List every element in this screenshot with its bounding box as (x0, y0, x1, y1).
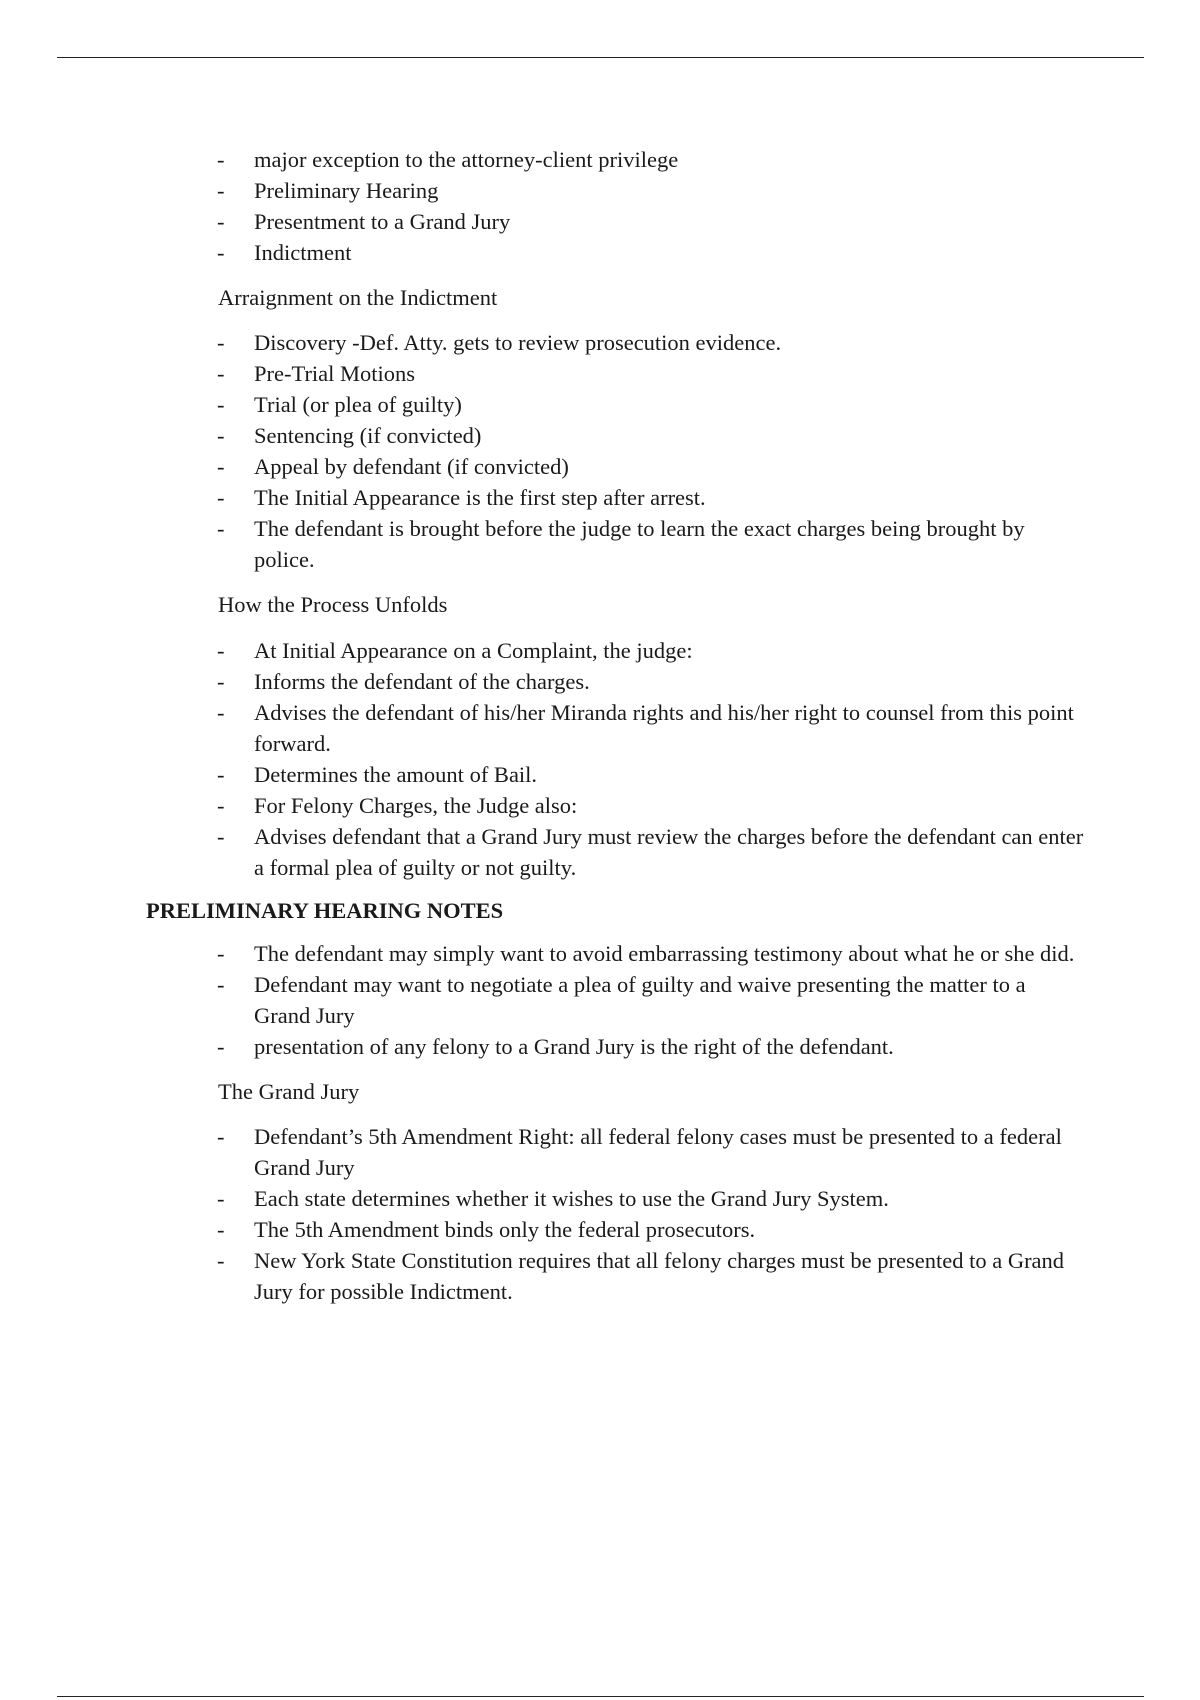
list-item: - Advises defendant that a Grand Jury must review the charges before the defendant can enter a formal plea of guilty or not guilty. (0, 821, 1200, 883)
bullet-dash: - (217, 1034, 225, 1059)
list-item: - The Initial Appearance is the first step after arrest. (0, 482, 1200, 513)
bullet-dash: - (217, 485, 225, 510)
bullet-dash: - (217, 392, 225, 417)
bullet-dash: - (217, 1186, 225, 1211)
bullet-dash: - (217, 793, 225, 818)
list-item: - Sentencing (if convicted) (0, 420, 1200, 451)
list-item: - The defendant may simply want to avoid embarrassing testimony about what he or she did. (0, 938, 1200, 969)
bullet-dash: - (217, 361, 225, 386)
bullet-dash: - (217, 147, 225, 172)
bullet-dash: - (217, 454, 225, 479)
list-item: - Appeal by defendant (if convicted) (0, 451, 1200, 482)
bullet-dash: - (217, 1124, 225, 1149)
list-item: - Trial (or plea of guilty) (0, 389, 1200, 420)
bullet-dash: - (217, 700, 225, 725)
list-item: - major exception to the attorney-client privilege (0, 144, 1200, 175)
bullet-dash: - (217, 669, 225, 694)
list-item: - Defendant may want to negotiate a plea of guilty and waive presenting the matter to a Grand Jury (0, 969, 1200, 1031)
list-item: - Presentment to a Grand Jury (0, 206, 1200, 237)
document-body (0, 144, 1200, 1307)
list-item: - Determines the amount of Bail. (0, 759, 1200, 790)
list-item: - Defendant’s 5th Amendment Right: all federal felony cases must be presented to a federal Grand Jury (0, 1121, 1200, 1183)
bullet-dash: - (217, 972, 225, 997)
list-item: - presentation of any felony to a Grand Jury is the right of the defendant. (0, 1031, 1200, 1062)
heading-grand-jury: The Grand Jury (218, 1079, 360, 1104)
list-item: - The defendant is brought before the judge to learn the exact charges being brought by police. (0, 513, 1200, 575)
list-item: - Discovery -Def. Atty. gets to review prosecution evidence. (0, 327, 1200, 358)
list-item: - Pre-Trial Motions (0, 358, 1200, 389)
bullet-dash: - (217, 1217, 225, 1242)
list-item: - Each state determines whether it wishes to use the Grand Jury System. (0, 1183, 1200, 1214)
bullet-dash: - (217, 240, 225, 265)
grand-jury-list (0, 1121, 1200, 1307)
bullet-dash: - (217, 762, 225, 787)
bullet-dash: - (217, 209, 225, 234)
bullet-dash: - (217, 824, 225, 849)
list-item: - New York State Constitution requires that all felony charges must be presented to a Grand Jury for possible Indictment. (0, 1245, 1200, 1307)
bullet-dash: - (217, 516, 225, 541)
process-list (0, 635, 1200, 883)
section-title-preliminary-hearing: PRELIMINARY HEARING NOTES (146, 898, 504, 923)
bullet-dash: - (217, 638, 225, 663)
arraignment-list (0, 327, 1200, 575)
list-item: - Preliminary Hearing (0, 175, 1200, 206)
preliminary-hearing-list (0, 938, 1200, 1062)
bullet-dash: - (217, 1248, 225, 1273)
list-item: - The 5th Amendment binds only the federal prosecutors. (0, 1214, 1200, 1245)
header-rule (57, 57, 1144, 58)
list-item: - Informs the defendant of the charges. (0, 666, 1200, 697)
bullet-dash: - (217, 178, 225, 203)
heading-arraignment: Arraignment on the Indictment (218, 285, 498, 310)
list-item: - For Felony Charges, the Judge also: (0, 790, 1200, 821)
bullet-dash: - (217, 423, 225, 448)
footer-rule (57, 1696, 1144, 1697)
heading-process: How the Process Unfolds (218, 592, 448, 617)
bullet-dash: - (217, 941, 225, 966)
list-item: - Indictment (0, 237, 1200, 268)
list-item: - Advises the defendant of his/her Miranda rights and his/her right to counsel from this point forward. (0, 697, 1200, 759)
procedure-steps-list (0, 144, 1200, 268)
list-item: - At Initial Appearance on a Complaint, the judge: (0, 635, 1200, 666)
bullet-dash: - (217, 330, 225, 355)
